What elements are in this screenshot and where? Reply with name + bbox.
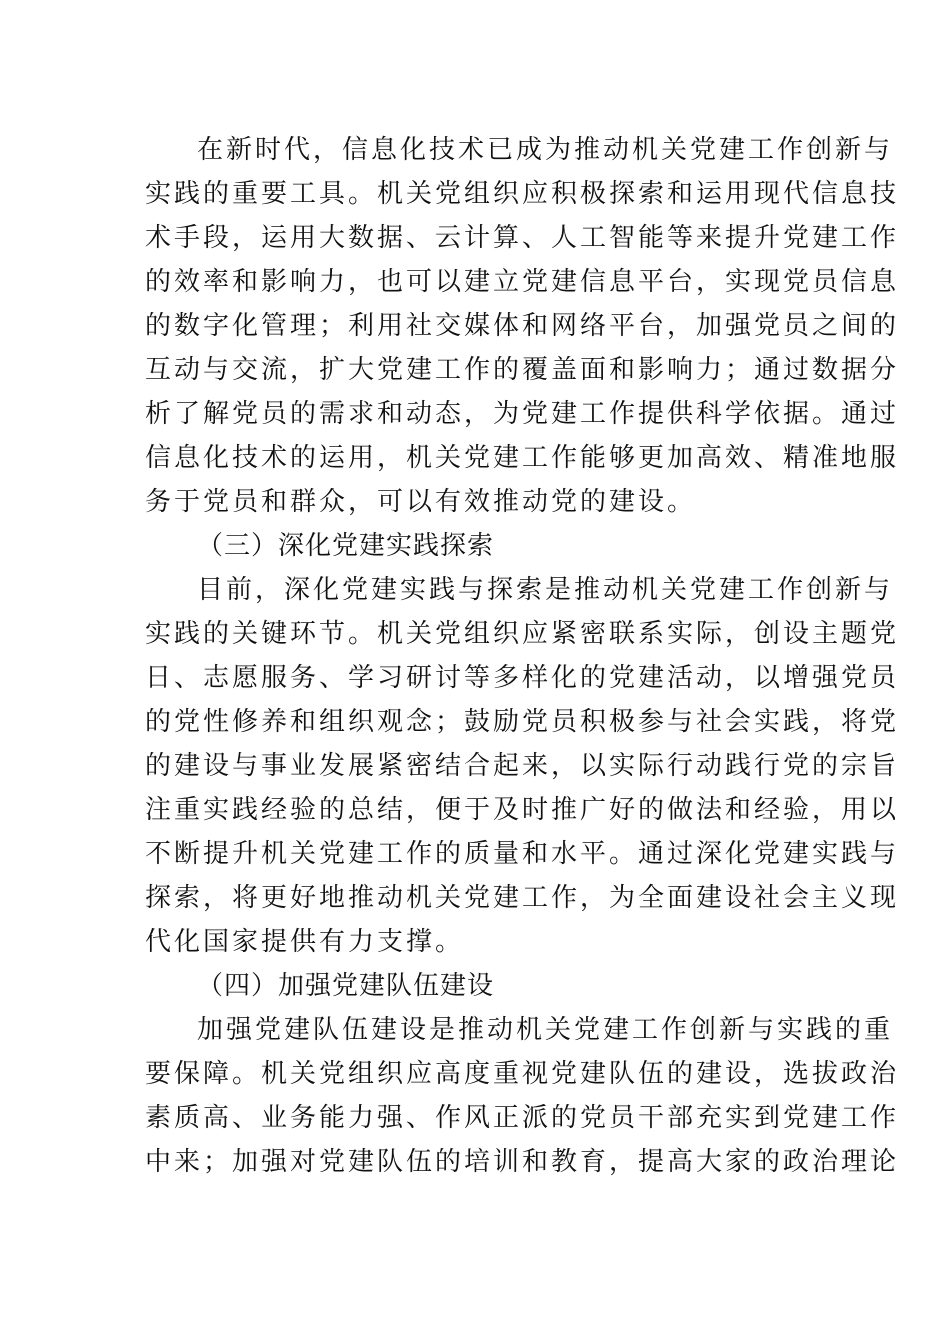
paragraph-line: 信息化技术的运用，机关党建工作能够更加高效、精准地服 xyxy=(145,443,900,473)
section-heading: （三）深化党建实践探索 xyxy=(197,531,495,561)
section-heading: （四）加强党建队伍建设 xyxy=(197,971,495,1001)
paragraph-line: 术手段，运用大数据、云计算、人工智能等来提升党建工作 xyxy=(145,223,900,253)
paragraph-line: 要保障。机关党组织应高度重视党建队伍的建设，选拔政治 xyxy=(145,1059,900,1089)
paragraph-line: 注重实践经验的总结，便于及时推广好的做法和经验，用以 xyxy=(145,795,900,825)
paragraph-line: 的党性修养和组织观念；鼓励党员积极参与社会实践，将党 xyxy=(145,707,900,737)
paragraph-line: 不断提升机关党建工作的质量和水平。通过深化党建实践与 xyxy=(145,839,900,869)
paragraph-line: 在新时代，信息化技术已成为推动机关党建工作创新与 xyxy=(197,135,894,165)
paragraph-line: 实践的重要工具。机关党组织应积极探索和运用现代信息技 xyxy=(145,179,900,209)
paragraph-line: 目前，深化党建实践与探索是推动机关党建工作创新与 xyxy=(197,575,894,605)
paragraph-line: 加强党建队伍建设是推动机关党建工作创新与实践的重 xyxy=(197,1015,894,1045)
paragraph-line: 中来；加强对党建队伍的培训和教育，提高大家的政治理论 xyxy=(145,1147,900,1177)
paragraph-line: 素质高、业务能力强、作风正派的党员干部充实到党建工作 xyxy=(145,1103,900,1133)
paragraph-line: 互动与交流，扩大党建工作的覆盖面和影响力；通过数据分 xyxy=(145,355,900,385)
paragraph-line: 的数字化管理；利用社交媒体和网络平台，加强党员之间的 xyxy=(145,311,900,341)
paragraph-line: 析了解党员的需求和动态，为党建工作提供科学依据。通过 xyxy=(145,399,900,429)
paragraph-line: 务于党员和群众，可以有效推动党的建设。 xyxy=(145,487,697,517)
paragraph-line: 的效率和影响力，也可以建立党建信息平台，实现党员信息 xyxy=(145,267,900,297)
paragraph-line: 实践的关键环节。机关党组织应紧密联系实际，创设主题党 xyxy=(145,619,900,649)
paragraph-line: 日、志愿服务、学习研讨等多样化的党建活动，以增强党员 xyxy=(145,663,900,693)
paragraph-line: 探索，将更好地推动机关党建工作，为全面建设社会主义现 xyxy=(145,883,900,913)
paragraph-line: 的建设与事业发展紧密结合起来，以实际行动践行党的宗旨 xyxy=(145,751,900,781)
paragraph-line: 代化国家提供有力支撑。 xyxy=(145,927,465,957)
